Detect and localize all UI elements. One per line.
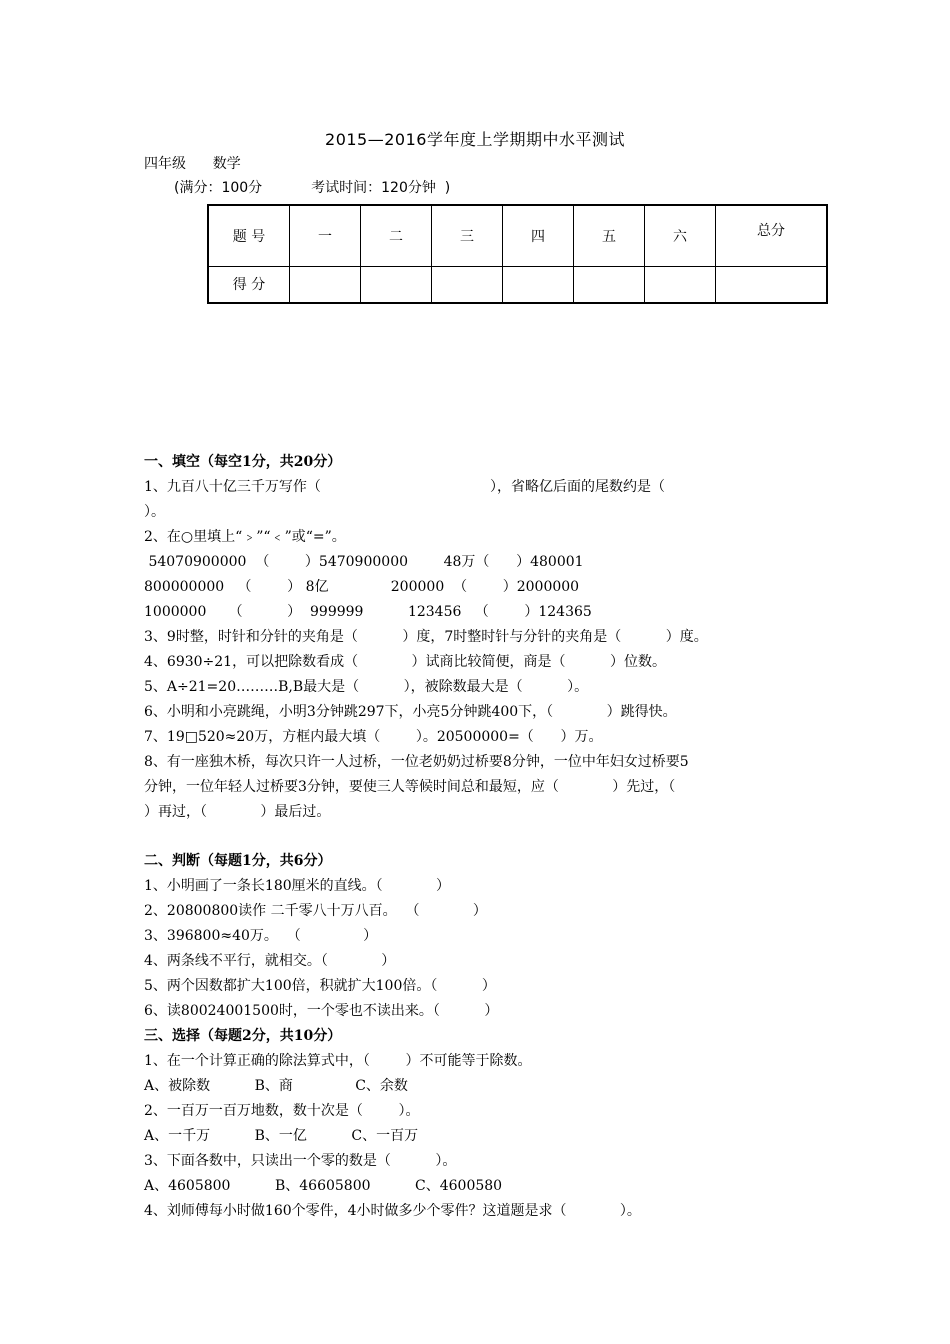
question-line: 1000000 （ ） 999999 123456 （ ）124365 bbox=[144, 604, 592, 620]
table-cell: 一 bbox=[290, 205, 361, 266]
table-cell: 总分 bbox=[716, 205, 828, 266]
table-cell: 三 bbox=[432, 205, 503, 266]
question-line: 800000000 （ ） 8亿 200000 （ ）2000000 bbox=[144, 579, 580, 595]
question-line: 分钟，一位年轻人过桥要3分钟，要使三人等候时间总和最短，应（ ）先过，（ bbox=[144, 779, 676, 795]
score-table-score-row bbox=[208, 266, 827, 303]
question-line: 1、小明画了一条长180厘米的直线。（ ） bbox=[144, 878, 451, 894]
question-line: 54070900000 （ ）5470900000 48万（ ）480001 bbox=[144, 554, 584, 570]
question-line: A、4605800 B、46605800 C、4600580 bbox=[144, 1178, 503, 1194]
question-line: 5、两个因数都扩大100倍，积就扩大100倍。（ ） bbox=[144, 978, 496, 994]
question-line: ）再过，（ ）最后过。 bbox=[144, 804, 331, 820]
question-line: 5、A÷21=20………B,B最大是（ ），被除数最大是（ ）。 bbox=[144, 679, 589, 695]
table-cell bbox=[361, 266, 432, 303]
table-cell: 二 bbox=[361, 205, 432, 266]
table-cell: 六 bbox=[645, 205, 716, 266]
question-line: 6、小明和小亮跳绳，小明3分钟跳297下，小亮5分钟跳400下，（ ）跳得快。 bbox=[144, 704, 677, 720]
question-line: 2、20800800读作 二千零八十万八百。 （ ） bbox=[144, 903, 487, 919]
question-line: 2、一百万一百万地数，数十次是（ ）。 bbox=[144, 1103, 420, 1119]
table-cell bbox=[574, 266, 645, 303]
question-line: 2、在○里填上“﹥”“﹤”或“=”。 bbox=[144, 529, 346, 545]
question-line: 3、9时整，时针和分针的夹角是（ ）度，7时整时针与分针的夹角是（ ）度。 bbox=[144, 629, 708, 645]
table-cell bbox=[432, 266, 503, 303]
table-cell bbox=[503, 266, 574, 303]
question-line: 3、下面各数中，只读出一个零的数是（ ）。 bbox=[144, 1153, 457, 1169]
question-line: A、被除数 B、商 C、余数 bbox=[144, 1078, 408, 1094]
question-line: 6、读80024001500时，一个零也不读出来。（ ） bbox=[144, 1003, 499, 1019]
table-cell: 五 bbox=[574, 205, 645, 266]
question-line: 8、有一座独木桥，每次只许一人过桥，一位老奶奶过桥要8分钟，一位中年妇女过桥要5 bbox=[144, 754, 689, 770]
score-table-header-row bbox=[208, 205, 827, 266]
table-cell bbox=[290, 266, 361, 303]
question-line: 1、在一个计算正确的除法算式中，（ ）不可能等于除数。 bbox=[144, 1053, 532, 1069]
question-line: 1、九百八十亿三千万写作（ ），省略亿后面的尾数约是（ bbox=[144, 479, 666, 495]
exam-meta: (满分：100分 考试时间：120分钟 ) bbox=[174, 180, 451, 196]
exam-title: 2015—2016学年度上学期期中水平测试 bbox=[325, 130, 625, 149]
question-line: 4、两条线不平行，就相交。（ ） bbox=[144, 953, 396, 969]
section-heading: 二、判断（每题1分，共6分） bbox=[144, 853, 332, 869]
score-table bbox=[207, 204, 828, 304]
section-heading: 三、选择（每题2分，共10分） bbox=[144, 1028, 342, 1044]
table-cell: 题 号 bbox=[208, 205, 290, 266]
table-cell: 得 分 bbox=[208, 266, 290, 303]
question-line: A、一千万 B、一亿 C、一百万 bbox=[144, 1128, 419, 1144]
section-heading: 一、填空（每空1分，共20分） bbox=[144, 454, 342, 470]
table-cell: 四 bbox=[503, 205, 574, 266]
grade-subject: 四年级 数学 bbox=[144, 156, 241, 172]
question-line: 4、刘师傅每小时做160个零件，4小时做多少个零件？这道题是求（ ）。 bbox=[144, 1203, 641, 1219]
table-cell bbox=[716, 266, 828, 303]
question-line: 7、19□520≈20万，方框内最大填（ ）。20500000=（ ）万。 bbox=[144, 729, 603, 745]
question-line: ）。 bbox=[144, 504, 165, 520]
question-line: 3、396800≈40万。 （ ） bbox=[144, 928, 378, 944]
question-line: 4、6930÷21，可以把除数看成（ ）试商比较简便，商是（ ）位数。 bbox=[144, 654, 666, 670]
table-cell bbox=[645, 266, 716, 303]
